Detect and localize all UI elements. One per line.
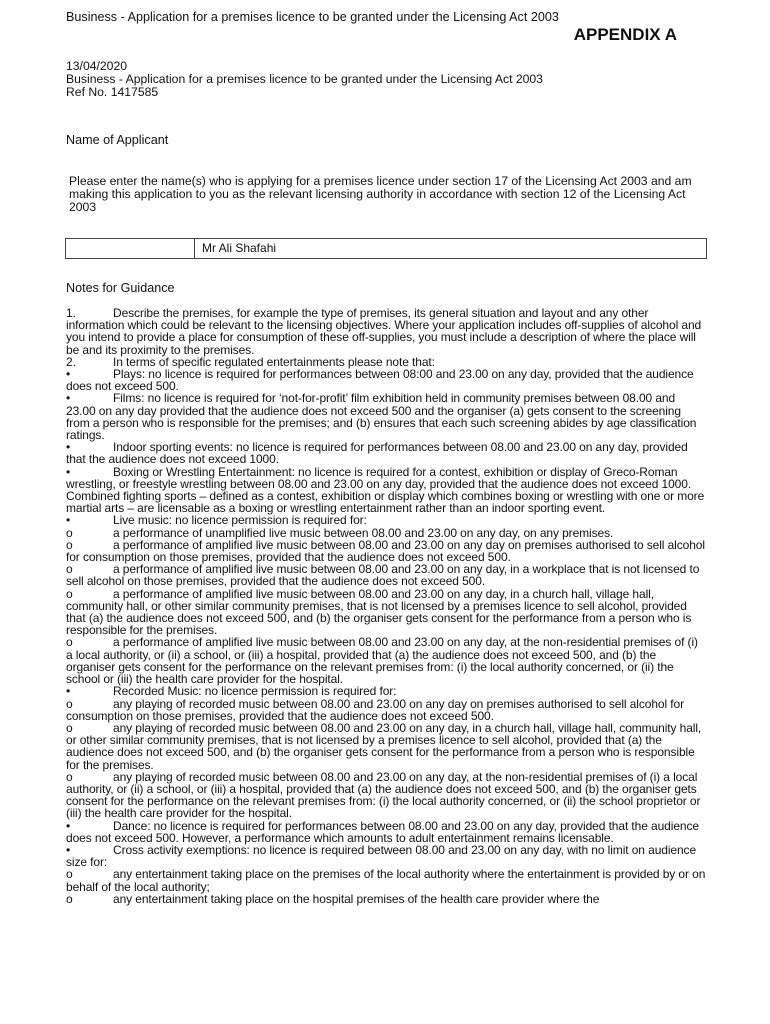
paragraph-marker: o bbox=[66, 537, 73, 552]
paragraph-text: any playing of recorded music between 08.00 and 23.00 on any day, in a church hall, village hall, community hall, or other similar community premises, that is not licensed by a premises licence to sell alcohol, provided that (a) the audience does not exceed 500, and (b) the organiser gets consent for the performance from a person who is responsible for the premises. bbox=[66, 720, 702, 772]
paragraph-marker: • bbox=[66, 684, 71, 699]
notes-paragraph bbox=[66, 868, 706, 892]
paragraph-text: a performance of amplified live music between 08.00 and 23.00 on any day, at the non-residential premises of (i) a local authority, or (ii) a school, or (iii) a hospital, provided that (a) the audience does not exceed 500, and (b) the organiser gets consent for the performance on the relevant premises from: (i) the local authority concerned, or (ii) the school or (iii) the health care provider for the hospital. bbox=[66, 635, 698, 687]
paragraph-marker: o bbox=[66, 867, 73, 882]
notes-paragraph bbox=[66, 392, 706, 441]
paragraph-marker: • bbox=[66, 818, 71, 833]
notes-paragraph bbox=[66, 820, 706, 844]
notes-paragraph bbox=[66, 636, 706, 685]
paragraph-text: a performance of amplified live music between 08.00 and 23.00 on any day, in a workplace that is not licensed to sell alcohol on those premises, provided that the audience does not exceed 500. bbox=[66, 562, 700, 589]
paragraph-marker: o bbox=[66, 720, 73, 735]
notes-paragraph bbox=[66, 539, 706, 563]
notes-paragraph bbox=[66, 441, 706, 465]
notes-paragraph bbox=[66, 771, 706, 820]
paragraph-text: Films: no licence is required for ‘not-for-profit’ film exhibition held in community premises between 08.00 and 23.00 on any day provided that the audience does not exceed 500 and the organiser (a) gets consent to the screening from a person who is responsible for the premises; and (b) ensures that each such screening abides by age classification ratings. bbox=[66, 391, 697, 443]
appendix-label: APPENDIX A bbox=[573, 25, 677, 44]
notes-paragraph bbox=[66, 893, 706, 905]
notes-body bbox=[66, 307, 706, 905]
notes-paragraph bbox=[66, 844, 706, 868]
paragraph-text: Live music: no licence permission is required for: bbox=[113, 513, 367, 528]
paragraph-text: Cross activity exemptions: no licence is required between 08.00 and 23.00 on any day, with no limit on audience size for: bbox=[66, 842, 697, 870]
paragraph-text: Indoor sporting events: no licence is required for performances between 08.00 and 23.00 on any day, provided that the audience does not exceed 1000. bbox=[66, 440, 688, 467]
notes-paragraph bbox=[66, 722, 706, 771]
running-header: Business - Application for a premises licence to be granted under the Licensing Act 2003 bbox=[66, 10, 559, 24]
paragraph-text: a performance of amplified live music between 08.00 and 23.00 on any day on premises authorised to sell alcohol for consumption on those premises, provided that the audience does not exceed 500. bbox=[66, 537, 705, 565]
paragraph-marker: 2. bbox=[66, 354, 76, 369]
paragraph-marker: • bbox=[66, 842, 71, 857]
notes-paragraph bbox=[66, 368, 706, 392]
paragraph-text: any playing of recorded music between 08.00 and 23.00 on any day on premises authorised to sell alcohol for consumption on those premises, provided that the audience does not exceed 500. bbox=[66, 696, 684, 723]
paragraph-marker: • bbox=[66, 440, 71, 455]
paragraph-marker: o bbox=[66, 696, 73, 711]
paragraph-marker: • bbox=[66, 464, 71, 479]
notes-paragraph bbox=[66, 698, 706, 722]
paragraph-marker: o bbox=[66, 891, 73, 906]
paragraph-marker: o bbox=[66, 562, 73, 577]
applicant-name-value: Mr Ali Shafahi bbox=[202, 241, 277, 255]
paragraph-text: any playing of recorded music between 08.00 and 23.00 on any day, at the non-residential premises of (i) a local authority, or (ii) a school, or (iii) a hospital, provided that (a) the audience does not exceed 500, and (b) the organiser gets consent for the performance on the relevant premises from: (i) the local authority concerned, or (ii) the school proprietor or (iii) the health care provider for the hospital. bbox=[66, 769, 701, 821]
document-meta bbox=[66, 60, 543, 99]
paragraph-marker: o bbox=[66, 586, 73, 601]
paragraph-marker: 1. bbox=[66, 306, 76, 320]
notes-paragraph bbox=[66, 588, 706, 637]
paragraph-text: Dance: no licence is required for performances between 08.00 and 23.00 on any day, provided that the audience does not exceed 500. However, a performance which amounts to adult entertainment remains licensable. bbox=[66, 818, 699, 845]
paragraph-text: Describe the premises, for example the type of premises, its general situation and layout and any other information which could be relevant to the licensing objectives. Where your application includes off-supplies of alcohol and you intend to provide a place for consumption of these off-supplies, you must include a description of where the place will be and its proximity to the premises. bbox=[66, 306, 702, 357]
paragraph-text: a performance of unamplified live music between 08.00 and 23.00 on any day, on any premises. bbox=[113, 525, 614, 540]
document-date: 13/04/2020 bbox=[66, 59, 127, 73]
notes-title: Notes for Guidance bbox=[66, 281, 175, 295]
notes-paragraph bbox=[66, 307, 706, 356]
paragraph-text: In terms of specific regulated entertainments please note that: bbox=[113, 354, 435, 369]
paragraph-text: a performance of amplified live music between 08.00 and 23.00 on any day, in a church hall, village hall, community hall, or other similar community premises, that is not licensed by a premises licence to sell alcohol, provided that (a) the audience does not exceed 500, and (b) the organiser gets consent for the performance from a person who is responsible for the premises. bbox=[66, 586, 692, 638]
paragraph-text: Boxing or Wrestling Entertainment: no licence is required for a contest, exhibition or display of Greco-Roman wrestling, or freestyle wrestling between 08.00 and 23.00 on any day, provided that the audience does not exceed 1000. Combined fighting sports – defined as a contest, exhibition or display which combines boxing or wrestling with one or more martial arts – are licensable as a boxing or wrestling entertainment rather than an indoor sporting event. bbox=[66, 464, 705, 516]
notes-paragraph bbox=[66, 563, 706, 587]
paragraph-marker: o bbox=[66, 769, 73, 784]
paragraph-text: Recorded Music: no licence permission is required for: bbox=[113, 684, 397, 699]
paragraph-marker: o bbox=[66, 525, 73, 540]
paragraph-marker: • bbox=[66, 513, 71, 528]
paragraph-marker: o bbox=[66, 635, 73, 650]
paragraph-text: Plays: no licence is required for performances between 08:00 and 23.00 on any day, provided that the audience does not exceed 500. bbox=[66, 367, 694, 394]
paragraph-text: any entertainment taking place on the premises of the local authority where the entertainment is provided by or on behalf of the local authority; bbox=[66, 867, 706, 894]
applicant-name-empty-cell bbox=[66, 239, 195, 258]
document-title: Business - Application for a premises licence to be granted under the Licensing Act 2003 bbox=[66, 72, 543, 86]
paragraph-marker: • bbox=[66, 391, 71, 406]
reference-number: Ref No. 1417585 bbox=[66, 85, 159, 99]
applicant-instruction: Please enter the name(s) who is applying for a premises licence under section 17 of the Licensing Act 2003 and am making this application to you as the relevant licensing authority in accordance with section 12 of the Licensing Act 2003 bbox=[69, 174, 692, 215]
applicant-section-label: Name of Applicant bbox=[66, 133, 169, 147]
notes-paragraph bbox=[66, 466, 706, 515]
applicant-name-table bbox=[65, 238, 707, 259]
paragraph-marker: • bbox=[66, 367, 71, 382]
paragraph-text: any entertainment taking place on the hospital premises of the health care provider where the bbox=[113, 891, 600, 906]
